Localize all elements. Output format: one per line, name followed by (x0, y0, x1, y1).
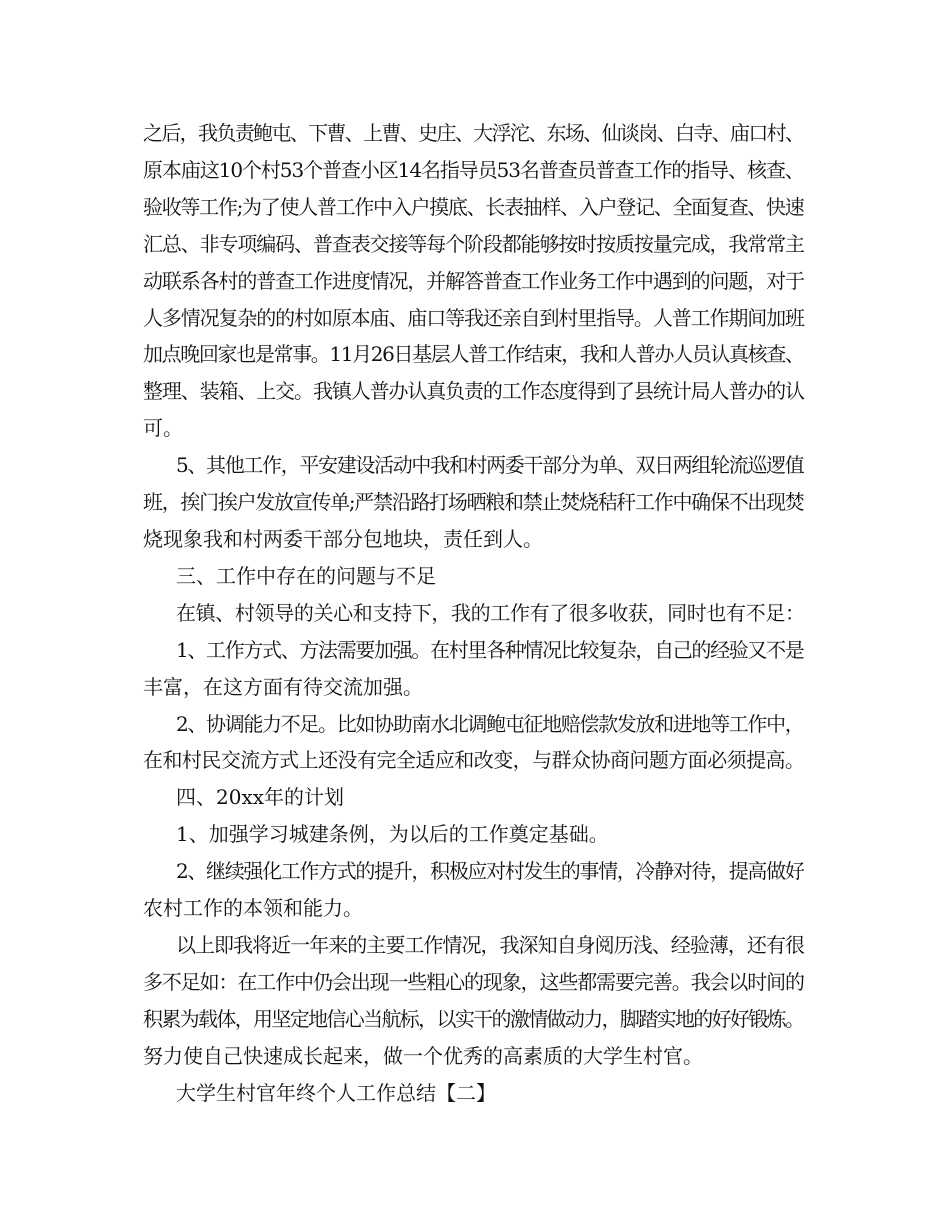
text-line: 多不足如：在工作中仍会出现一些粗心的现象，这些都需要完善。我会以时间的 (143, 969, 804, 994)
text-line: 在镇、村领导的关心和支持下，我的工作有了很多收获，同时也有不足： (176, 600, 805, 625)
text-line: 2、继续强化工作方式的提升，积极应对村发生的事情，冷静对待，提高做好 (176, 859, 804, 884)
text-line: 整理、装箱、上交。我镇人普办认真负责的工作态度得到了县统计局人普办的认 (143, 379, 804, 404)
text-line: 2、协调能力不足。比如协助南水北调鲍屯征地赔偿款发放和进地等工作中， (176, 711, 804, 736)
text-line: 验收等工作;为了使人普工作中入户摸底、长表抽样、入户登记、全面复查、快速 (143, 194, 804, 219)
text-line: 丰富，在这方面有待交流加强。 (143, 674, 423, 699)
text-line: 原本庙这10个村53个普查小区14名指导员53名普查员普查工作的指导、核查、 (143, 157, 804, 182)
text-line: 加点晚回家也是常事。11月26日基层人普工作结束，我和人普办人员认真核查、 (143, 342, 804, 367)
text-line: 1、工作方式、方法需要加强。在村里各种情况比较复杂，自己的经验又不是 (176, 637, 804, 662)
text-line: 动联系各村的普查工作进度情况，并解答普查工作业务工作中遇到的问题，对于 (143, 268, 804, 293)
text-line: 可。 (143, 416, 183, 441)
text-line: 5、其他工作，平安建设活动中我和村两委干部分为单、双日两组轮流巡逻值 (176, 453, 804, 478)
text-line: 人多情况复杂的的村如原本庙、庙口等我还亲自到村里指导。人普工作期间加班 (143, 305, 804, 330)
text-line: 在和村民交流方式上还没有完全适应和改变，与群众协商问题方面必须提高。 (143, 748, 805, 773)
text-line: 以上即我将近一年来的主要工作情况，我深知自身阅历浅、经验薄，还有很 (176, 932, 805, 957)
text-line: 之后，我负责鲍屯、下曹、上曹、史庄、大浮沱、东场、仙谈岗、白寺、庙口村、 (143, 121, 804, 145)
text-line: 烧现象我和村两委干部分包地块，责任到人。 (143, 526, 543, 551)
text-line: 大学生村官年终个人工作总结【二】 (176, 1080, 496, 1105)
text-line: 班，挨门挨户发放宣传单;严禁沿路打场晒粮和禁止焚烧秸秆工作中确保不出现焚 (143, 490, 804, 515)
document-body (143, 115, 805, 1111)
text-line: 四、20xx年的计划 (176, 785, 345, 810)
text-line: 努力使自己快速成长起来，做一个优秀的高素质的大学生村官。 (143, 1043, 703, 1068)
text-line: 积累为载体，用坚定地信心当航标，以实干的激情做动力，脚踏实地的好好锻炼。 (143, 1006, 804, 1031)
text-line: 三、工作中存在的问题与不足 (176, 563, 436, 588)
text-line: 1、加强学习城建条例，为以后的工作奠定基础。 (176, 822, 609, 847)
text-line: 汇总、非专项编码、普查表交接等每个阶段都能够按时按质按量完成，我常常主 (143, 231, 804, 256)
text-line: 农村工作的本领和能力。 (143, 896, 363, 921)
